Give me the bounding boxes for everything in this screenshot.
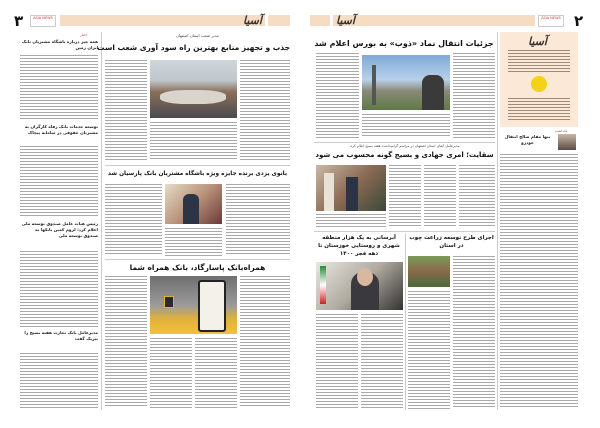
brief-text — [20, 353, 98, 409]
story-headline: اجرای طرح توسعه زراعت چوب در استان — [409, 235, 494, 249]
story-headline: سقایت؛ امری جهادی و بسیج گونه محسوب می شود — [315, 151, 494, 159]
story-text — [408, 291, 450, 409]
story-text — [105, 60, 147, 160]
ceremony-photo — [316, 165, 386, 211]
divider — [314, 231, 495, 232]
brief-headline: توسعه خدمات بانک رفاه کارگران به مشتریان حقوقی در سامانه پیچاک — [20, 124, 98, 136]
note-headline: تنها مقام صالح انتقال خودرو — [500, 134, 555, 146]
story-text — [453, 256, 495, 409]
story-text — [389, 165, 421, 228]
story-kicker: مدیر شعب استان اصفهان — [176, 33, 219, 38]
story-text — [316, 214, 386, 228]
brief-headline: مدیرعامل بانک تجارت هفته بسیج را تبریک گفت — [20, 330, 98, 342]
asia-news-box: ASIA NEWS — [538, 15, 564, 27]
story-headline: جذب و تجهیز منابع بهترین راه سود آوری شعب است — [97, 43, 290, 52]
story-text — [362, 114, 450, 138]
note-text — [500, 154, 578, 408]
masthead-text — [508, 98, 570, 122]
author-photo — [558, 134, 576, 150]
masthead-text — [508, 50, 570, 72]
note-tag: یادداشت — [555, 129, 568, 133]
mobile-bank-photo — [150, 276, 237, 334]
story-text — [105, 184, 162, 256]
story-text — [361, 314, 403, 409]
story-headline: آبرسانی به یک هزار منطقه شهری و روستایی خوزستان تا دهه فجر ۱۴۰۰ — [318, 235, 400, 257]
story-text — [165, 228, 222, 256]
divider — [105, 165, 290, 166]
brief-headline: رئیس هیات عامل صندوق توسعه ملی اعلام کرد: لزوم کمین بانکها به صندوق توسعه ملی — [21, 221, 98, 238]
brief-text — [20, 146, 98, 218]
column-divider — [101, 32, 102, 410]
story-headline: بانوی یزدی برنده جایزه ویژه باشگاه مشتریان بانک پارسیان شد — [108, 171, 287, 177]
story-text — [316, 314, 358, 409]
brief-text — [20, 55, 98, 121]
header-bar-end — [310, 15, 330, 26]
header-bar — [60, 15, 265, 26]
logo: آسیا — [336, 14, 355, 27]
story-kicker: مدیرعامل آبفای استان اصفهان در مراسم گرامیداشت هفته بسیج اعلام کرد: — [349, 144, 460, 148]
divider — [105, 259, 290, 260]
briefs-tag: اخبار — [80, 33, 87, 37]
story-text — [240, 60, 290, 160]
header-bar-end — [268, 15, 290, 26]
award-photo — [165, 184, 222, 224]
page-2 — [300, 0, 600, 428]
story-headline: جزئیات انتقال نماد «ذوب» به بورس اعلام شد — [314, 39, 494, 48]
story-text — [195, 338, 237, 408]
column-divider — [497, 32, 498, 410]
brief-text — [20, 251, 98, 327]
story-text — [105, 276, 147, 408]
story-text — [459, 165, 495, 228]
divider — [314, 142, 495, 143]
masthead-box — [500, 32, 578, 127]
column-divider — [405, 233, 406, 410]
story-text — [226, 184, 290, 256]
meeting-photo — [150, 60, 237, 118]
timber-photo — [408, 256, 450, 287]
story-text — [150, 338, 192, 408]
story-text — [150, 122, 237, 160]
page-number: ۳ — [14, 12, 24, 30]
logo: آسیا — [528, 35, 547, 48]
factory-photo — [362, 55, 450, 110]
story-text — [424, 165, 456, 228]
asia-news-box: ASIA NEWS — [30, 15, 56, 27]
story-text — [453, 53, 495, 138]
story-text — [316, 53, 359, 138]
story-text — [240, 276, 290, 408]
official-photo — [316, 262, 403, 310]
brief-headline: همه چیز درباره باشگاه مشتریان بانک ایران زمین — [21, 39, 98, 50]
header-bar — [333, 15, 535, 26]
story-headline: همراه‌بانک پاسارگاد، بانک همراه شما — [129, 263, 266, 272]
logo: آسیا — [243, 14, 262, 27]
yellow-circle-logo — [531, 76, 547, 92]
page-number: ۲ — [574, 12, 584, 30]
